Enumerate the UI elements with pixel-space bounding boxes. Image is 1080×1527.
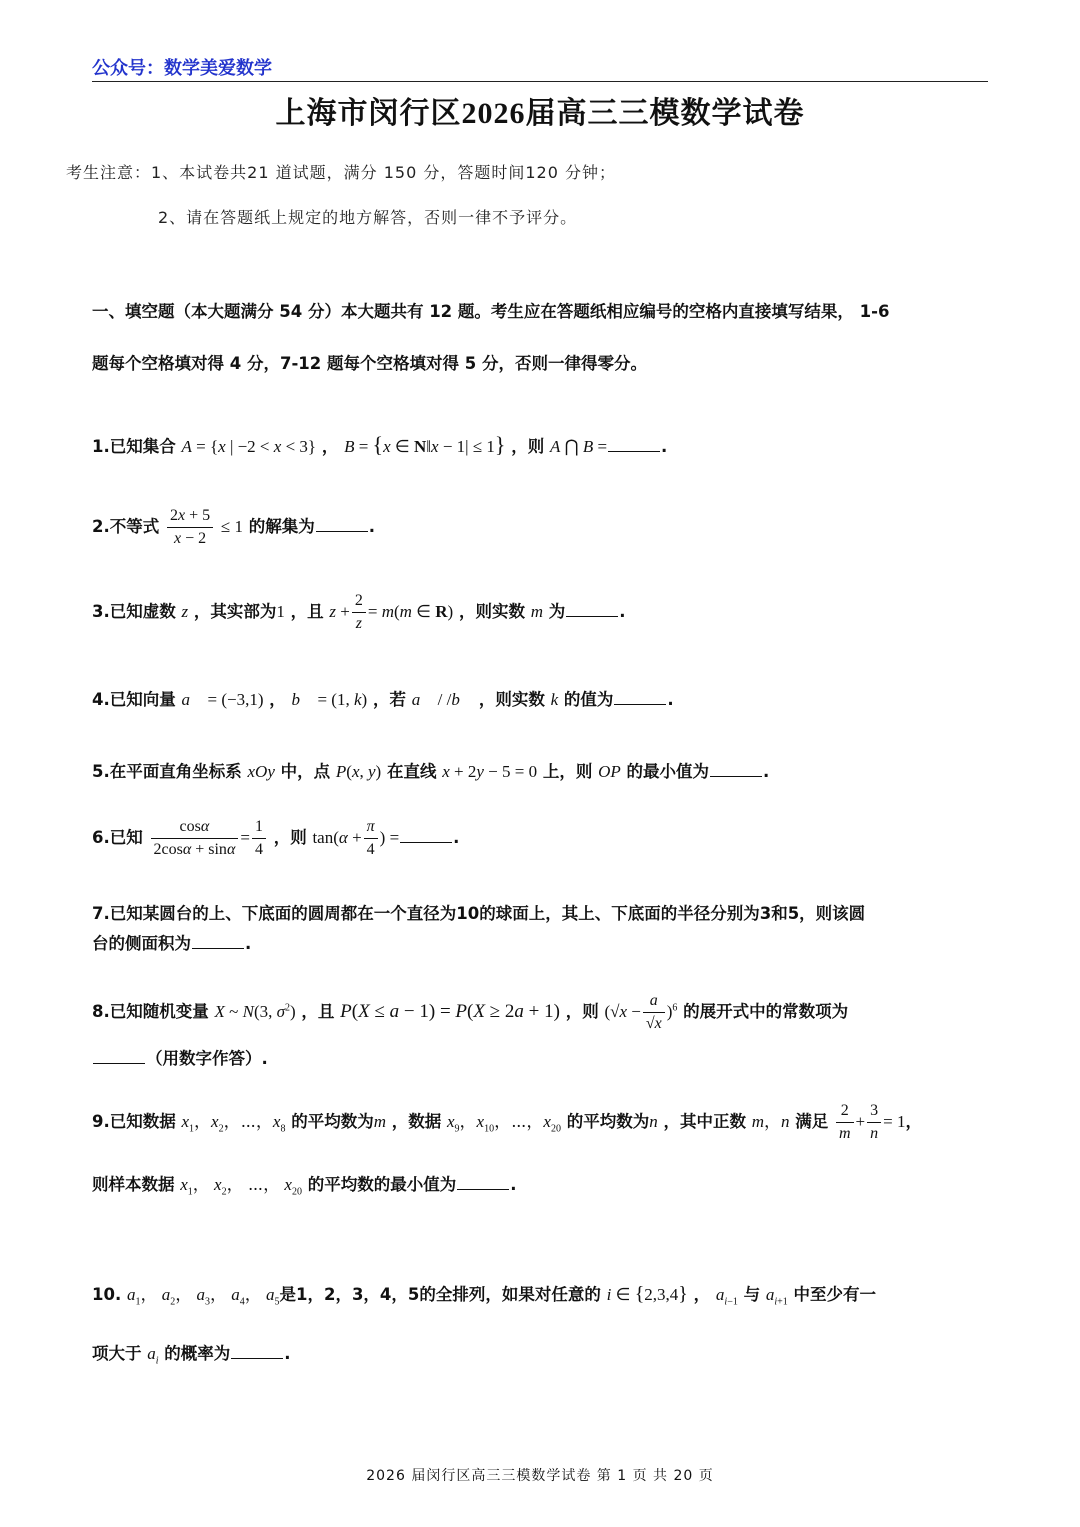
header-rule <box>92 81 988 82</box>
question-3: 3.已知虚数 z ，其实部为1 ，且 z + $\frac{2}{z}$ = m(m ∈ R) ，则实数 m 为 . <box>92 592 626 632</box>
answer-blank <box>316 530 368 532</box>
question-10-line2: 项大于 $a_i$ 的概率为 . <box>92 1344 291 1367</box>
answer-blank <box>93 1062 145 1064</box>
q1-text: 1.已知集合 <box>92 437 176 456</box>
page-title: 上海市闵行区2026届高三三模数学试卷 <box>275 97 805 130</box>
question-7-line2: 台的侧面积为 . <box>92 934 252 953</box>
answer-blank <box>614 703 666 705</box>
section-heading-line1: 一、填空题（本大题满分 54 分）本大题共有 12 题。考生应在答题纸相应编号的空格内直接填写结果， 1-6 <box>92 302 890 321</box>
question-9-line2: 则样本数据 $x_1$， $x_2$， ⋯， $x_{20}$ 的平均数的最小值为 . <box>92 1175 517 1198</box>
question-1: 1.已知集合 A = {x | −2 < x < 3} ， B = {x ∈ N‖x − 1| ≤ 1} ，则 A ⋂ B = . <box>92 432 668 457</box>
question-10: 10. $a_1$， $a_2$， $a_3$， $a_4$， $a_5$是1，2，3，4，5的全排列，如果对任意的 i ∈ {2,3,4} ， $a_{i-1}$ 与 $a_{i+1}$ 中至少有一 <box>92 1283 876 1308</box>
question-8-line2: （用数字作答）. <box>92 1045 268 1069</box>
question-7-line1: 7.已知某圆台的上、下底面的圆周都在一个直径为10的球面上，其上、下底面的半径分别为3和5，则该圆 <box>92 904 866 923</box>
answer-blank <box>566 615 618 617</box>
question-4: 4.已知向量 a⃗ = (−3,1) ， b⃗ = (1, k) ，若 a⃗ / /b⃗ ，则实数 k 的值为 . <box>92 690 674 709</box>
answer-blank <box>608 450 660 452</box>
question-8: 8.已知随机变量 X ~ N(3, $\sigma^2$) ，且 P(X ≤ a − 1) = P(X ≥ 2a + 1) ，则 (√x − $\frac{a}{√x}$ )$^6$ 的展开式中的常数项为 <box>92 992 849 1032</box>
answer-blank <box>457 1188 509 1190</box>
answer-blank <box>192 947 244 949</box>
section-heading-line2: 题每个空格填对得 4 分，7-12 题每个空格填对得 5 分，否则一律得零分。 <box>92 354 647 373</box>
note-2: 2、请在答题纸上规定的地方解答，否则一律不予评分。 <box>158 208 578 227</box>
question-9: 9.已知数据 $x_1$，$x_2$，⋯，$x_8$ 的平均数为m ，数据 $x_9$，$x_{10}$，⋯，$x_{20}$ 的平均数为n ，其中正数 m，n 满足 $\frac{2}{m}$ + $\frac{3}{n}$ = 1， <box>92 1102 922 1142</box>
question-6: 6.已知 $\frac{\cos\alpha}{2\cos\alpha + \sin\alpha}$ = $\frac{1}{4}$ ，则 tan(α + $\frac{\pi}{4}$ ) = . <box>92 818 460 858</box>
question-5: 5.在平面直角坐标系 xOy 中，点 P(x, y) 在直线 x + 2y − 5 = 0 上，则 OP 的最小值为 . <box>92 762 770 781</box>
answer-blank <box>231 1357 283 1359</box>
note-1: 考生注意：1、本试卷共21 道试题，满分 150 分，答题时间120 分钟； <box>66 163 616 182</box>
answer-blank <box>710 775 762 777</box>
watermark: 公众号：数学美爱数学 <box>92 58 272 79</box>
question-2: 2.不等式 $\frac{2x + 5}{x - 2}$ ≤ 1 的解集为 . <box>92 507 376 547</box>
page-footer: 2026 届闵行区高三三模数学试卷 第 1 页 共 20 页 <box>366 1468 714 1484</box>
answer-blank <box>400 841 452 843</box>
